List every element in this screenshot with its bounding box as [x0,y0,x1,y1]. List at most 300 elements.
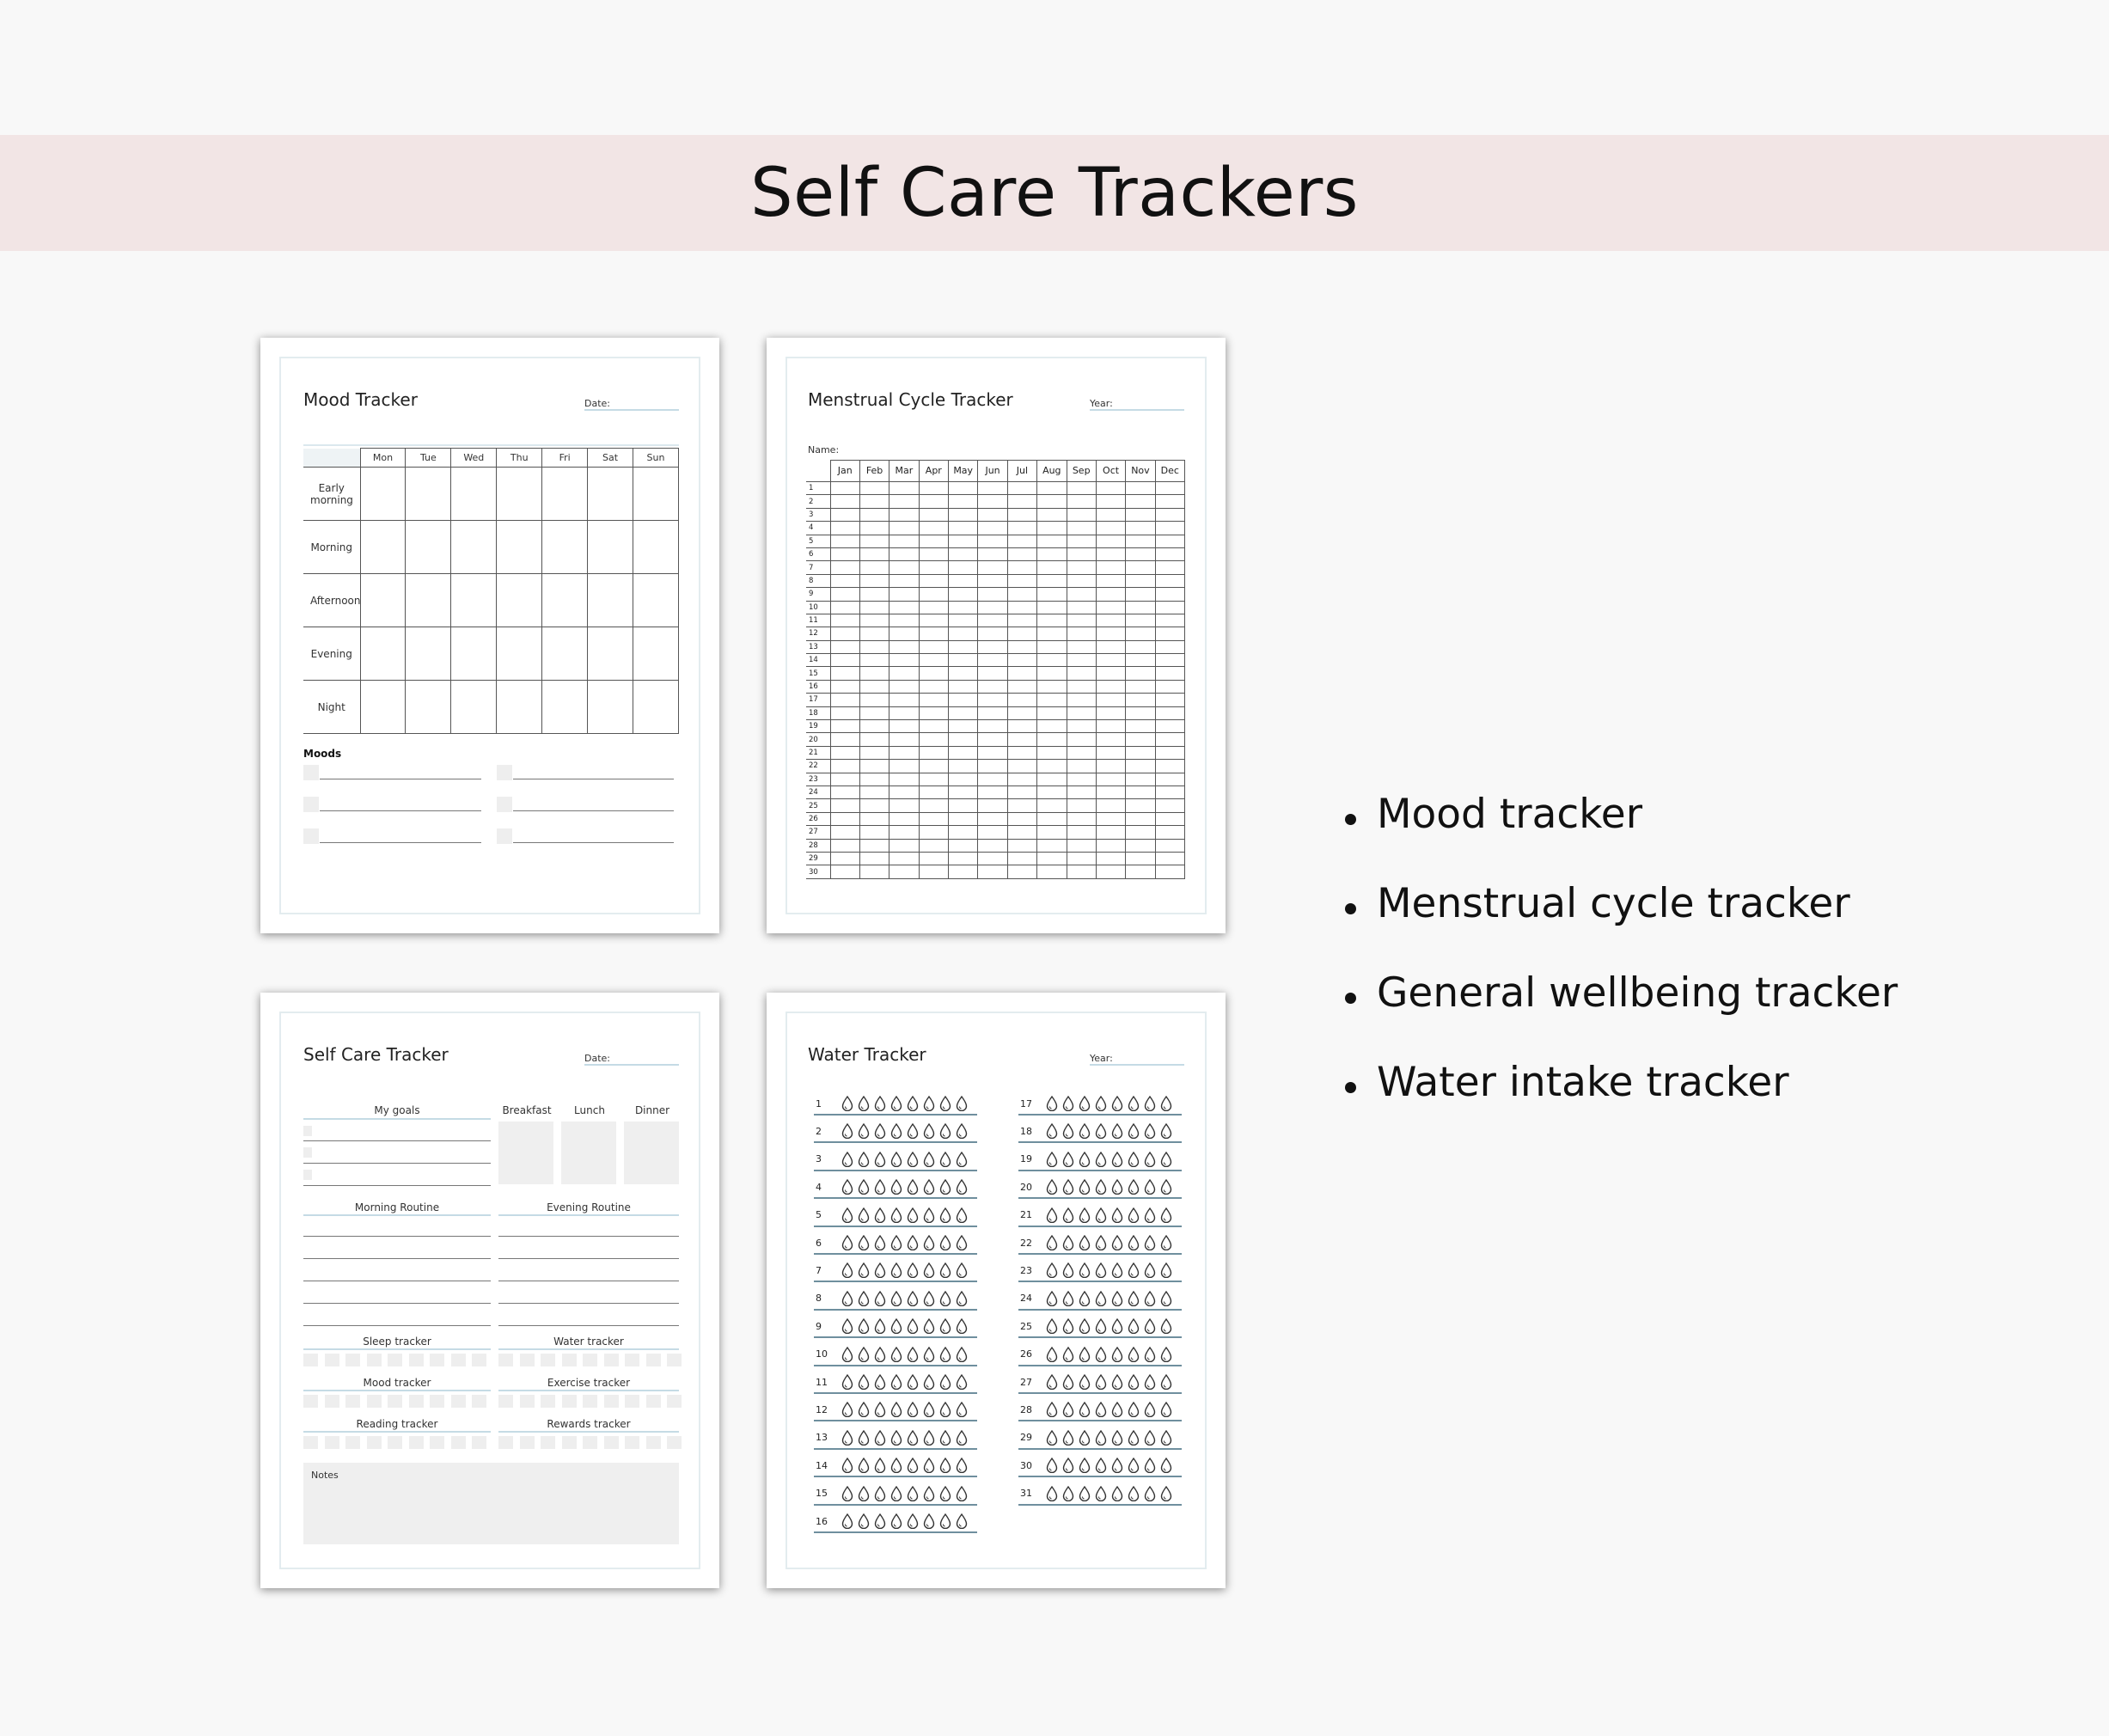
water-drop-icon[interactable] [1128,1262,1140,1278]
water-drop-icon[interactable] [858,1347,870,1362]
cycle-cell[interactable] [859,588,889,601]
water-drop-icon[interactable] [874,1096,886,1111]
cycle-cell[interactable] [949,547,978,560]
cycle-cell[interactable] [978,706,1007,719]
cycle-cell[interactable] [1126,852,1155,865]
tracker-square[interactable] [498,1395,513,1408]
cycle-cell[interactable] [1067,522,1096,535]
cycle-cell[interactable] [1096,706,1125,719]
mood-cell[interactable] [542,468,588,521]
cycle-cell[interactable] [830,773,859,785]
water-drop-icon[interactable] [907,1123,919,1139]
cycle-cell[interactable] [1126,680,1155,693]
water-drop-icon[interactable] [1128,1458,1140,1473]
mood-cell[interactable] [406,574,451,627]
cycle-cell[interactable] [1155,839,1184,852]
tracker-square[interactable] [451,1354,466,1366]
water-drop-icon[interactable] [1111,1347,1123,1362]
tracker-square[interactable] [520,1436,535,1449]
cycle-cell[interactable] [1067,561,1096,574]
water-drop-icon[interactable] [1062,1262,1074,1278]
water-drop-icon[interactable] [956,1486,968,1501]
water-drop-icon[interactable] [1046,1096,1058,1111]
water-drop-icon[interactable] [1046,1123,1058,1139]
cycle-cell[interactable] [1155,522,1184,535]
cycle-cell[interactable] [1126,865,1155,878]
mood-cell[interactable] [451,468,497,521]
water-drop-icon[interactable] [1160,1123,1172,1139]
cycle-cell[interactable] [1037,574,1067,587]
water-drop-icon[interactable] [874,1318,886,1334]
cycle-cell[interactable] [859,627,889,640]
cycle-cell[interactable] [830,839,859,852]
cycle-cell[interactable] [1067,826,1096,839]
cycle-cell[interactable] [949,667,978,680]
mood-cell[interactable] [633,574,679,627]
cycle-cell[interactable] [1126,547,1155,560]
cycle-cell[interactable] [1155,865,1184,878]
cycle-cell[interactable] [1155,852,1184,865]
cycle-cell[interactable] [1155,654,1184,667]
mood-cell[interactable] [633,681,679,734]
cycle-cell[interactable] [919,694,948,706]
cycle-cell[interactable] [859,760,889,773]
water-drop-icon[interactable] [956,1262,968,1278]
cycle-cell[interactable] [978,614,1007,627]
water-drop-icon[interactable] [923,1430,935,1446]
water-drop-icon[interactable] [1160,1430,1172,1446]
water-drop-icon[interactable] [907,1152,919,1167]
water-drop-icon[interactable] [874,1458,886,1473]
water-drop-icon[interactable] [956,1291,968,1306]
cycle-cell[interactable] [1096,614,1125,627]
tracker-square[interactable] [451,1436,466,1449]
cycle-cell[interactable] [1155,706,1184,719]
water-drop-icon[interactable] [939,1374,951,1390]
mood-color-swatch[interactable] [303,828,319,844]
tracker-square[interactable] [646,1395,661,1408]
water-drop-icon[interactable] [874,1235,886,1250]
water-drop-icon[interactable] [1046,1235,1058,1250]
cycle-cell[interactable] [949,812,978,825]
cycle-cell[interactable] [1037,601,1067,614]
cycle-cell[interactable] [1126,694,1155,706]
cycle-cell[interactable] [1067,547,1096,560]
mood-color-swatch[interactable] [497,797,512,812]
tracker-square[interactable] [345,1354,360,1366]
water-drop-icon[interactable] [1095,1374,1107,1390]
cycle-cell[interactable] [830,746,859,759]
cycle-cell[interactable] [1096,694,1125,706]
water-drop-icon[interactable] [939,1318,951,1334]
water-drop-icon[interactable] [1046,1347,1058,1362]
water-drop-icon[interactable] [841,1347,853,1362]
water-drop-icon[interactable] [1128,1347,1140,1362]
water-drop-icon[interactable] [1160,1096,1172,1111]
water-drop-icon[interactable] [1046,1430,1058,1446]
water-drop-icon[interactable] [907,1207,919,1223]
tracker-square[interactable] [667,1436,682,1449]
cycle-cell[interactable] [1067,746,1096,759]
cycle-cell[interactable] [830,640,859,653]
water-drop-icon[interactable] [1095,1347,1107,1362]
water-drop-icon[interactable] [956,1318,968,1334]
cycle-cell[interactable] [859,561,889,574]
cycle-cell[interactable] [949,627,978,640]
cycle-cell[interactable] [889,522,919,535]
cycle-cell[interactable] [1037,614,1067,627]
water-drop-icon[interactable] [939,1152,951,1167]
cycle-cell[interactable] [889,654,919,667]
mood-cell[interactable] [451,681,497,734]
cycle-cell[interactable] [1155,614,1184,627]
water-drop-icon[interactable] [858,1318,870,1334]
water-drop-icon[interactable] [1095,1458,1107,1473]
cycle-cell[interactable] [1007,508,1036,521]
cycle-cell[interactable] [859,535,889,547]
cycle-cell[interactable] [978,495,1007,508]
tracker-square[interactable] [541,1436,555,1449]
tracker-square[interactable] [625,1436,639,1449]
cycle-cell[interactable] [1007,706,1036,719]
tracker-square[interactable] [325,1395,339,1408]
water-drop-icon[interactable] [1128,1207,1140,1223]
cycle-cell[interactable] [889,495,919,508]
tracker-square[interactable] [409,1395,424,1408]
water-drop-icon[interactable] [1128,1123,1140,1139]
cycle-cell[interactable] [1037,760,1067,773]
water-drop-icon[interactable] [1079,1179,1091,1195]
cycle-cell[interactable] [949,535,978,547]
cycle-cell[interactable] [1126,588,1155,601]
cycle-cell[interactable] [949,733,978,746]
water-drop-icon[interactable] [1144,1096,1156,1111]
cycle-cell[interactable] [978,733,1007,746]
water-drop-icon[interactable] [1062,1291,1074,1306]
water-drop-icon[interactable] [1046,1179,1058,1195]
water-drop-icon[interactable] [874,1513,886,1529]
water-drop-icon[interactable] [874,1291,886,1306]
cycle-cell[interactable] [1096,522,1125,535]
water-drop-icon[interactable] [939,1291,951,1306]
cycle-cell[interactable] [1037,495,1067,508]
water-drop-icon[interactable] [1095,1123,1107,1139]
water-drop-icon[interactable] [1095,1402,1107,1417]
water-drop-icon[interactable] [907,1347,919,1362]
water-drop-icon[interactable] [939,1123,951,1139]
cycle-cell[interactable] [1037,547,1067,560]
water-drop-icon[interactable] [1079,1486,1091,1501]
water-drop-icon[interactable] [907,1096,919,1111]
cycle-cell[interactable] [1037,694,1067,706]
water-drop-icon[interactable] [923,1235,935,1250]
cycle-cell[interactable] [1155,760,1184,773]
water-drop-icon[interactable] [890,1430,902,1446]
water-drop-icon[interactable] [874,1179,886,1195]
cycle-cell[interactable] [889,588,919,601]
water-drop-icon[interactable] [907,1262,919,1278]
cycle-cell[interactable] [889,627,919,640]
cycle-cell[interactable] [1067,839,1096,852]
water-drop-icon[interactable] [1062,1458,1074,1473]
water-drop-icon[interactable] [923,1179,935,1195]
cycle-cell[interactable] [1096,667,1125,680]
water-drop-icon[interactable] [841,1096,853,1111]
cycle-cell[interactable] [1155,812,1184,825]
cycle-cell[interactable] [1155,746,1184,759]
cycle-cell[interactable] [978,760,1007,773]
water-drop-icon[interactable] [841,1318,853,1334]
cycle-cell[interactable] [1037,785,1067,798]
water-drop-icon[interactable] [1111,1430,1123,1446]
water-drop-icon[interactable] [907,1402,919,1417]
cycle-cell[interactable] [859,667,889,680]
tracker-square[interactable] [541,1395,555,1408]
cycle-cell[interactable] [1155,482,1184,495]
water-drop-icon[interactable] [1062,1179,1074,1195]
tracker-square[interactable] [520,1395,535,1408]
cycle-cell[interactable] [1126,667,1155,680]
cycle-cell[interactable] [1096,495,1125,508]
tracker-square[interactable] [562,1354,577,1366]
water-drop-icon[interactable] [890,1179,902,1195]
cycle-cell[interactable] [919,495,948,508]
tracker-square[interactable] [583,1436,597,1449]
water-drop-icon[interactable] [841,1207,853,1223]
cycle-cell[interactable] [830,522,859,535]
water-drop-icon[interactable] [907,1486,919,1501]
water-drop-icon[interactable] [1079,1291,1091,1306]
water-drop-icon[interactable] [1144,1235,1156,1250]
water-drop-icon[interactable] [1095,1486,1107,1501]
cycle-cell[interactable] [859,654,889,667]
cycle-cell[interactable] [1155,588,1184,601]
cycle-cell[interactable] [859,785,889,798]
water-drop-icon[interactable] [907,1235,919,1250]
water-drop-icon[interactable] [858,1179,870,1195]
water-drop-icon[interactable] [939,1430,951,1446]
cycle-cell[interactable] [830,852,859,865]
cycle-cell[interactable] [919,535,948,547]
water-drop-icon[interactable] [841,1152,853,1167]
cycle-cell[interactable] [1126,495,1155,508]
cycle-cell[interactable] [859,799,889,812]
water-drop-icon[interactable] [890,1262,902,1278]
tracker-square[interactable] [409,1354,424,1366]
water-drop-icon[interactable] [1079,1096,1091,1111]
cycle-cell[interactable] [859,826,889,839]
cycle-cell[interactable] [889,720,919,733]
water-drop-icon[interactable] [956,1513,968,1529]
cycle-cell[interactable] [1007,547,1036,560]
cycle-cell[interactable] [830,733,859,746]
cycle-cell[interactable] [889,733,919,746]
cycle-cell[interactable] [919,654,948,667]
tracker-square[interactable] [498,1354,513,1366]
tracker-square[interactable] [430,1436,444,1449]
cycle-cell[interactable] [1096,508,1125,521]
tracker-square[interactable] [345,1395,360,1408]
tracker-square[interactable] [604,1436,619,1449]
water-drop-icon[interactable] [1062,1347,1074,1362]
water-drop-icon[interactable] [923,1347,935,1362]
cycle-cell[interactable] [830,627,859,640]
water-drop-icon[interactable] [1144,1291,1156,1306]
cycle-cell[interactable] [1007,535,1036,547]
mood-color-swatch[interactable] [497,765,512,780]
cycle-cell[interactable] [1007,773,1036,785]
water-drop-icon[interactable] [956,1235,968,1250]
cycle-cell[interactable] [830,826,859,839]
mood-cell[interactable] [451,521,497,574]
water-drop-icon[interactable] [841,1402,853,1417]
water-drop-icon[interactable] [939,1513,951,1529]
cycle-cell[interactable] [1037,588,1067,601]
cycle-cell[interactable] [919,627,948,640]
tracker-square[interactable] [430,1354,444,1366]
water-drop-icon[interactable] [923,1458,935,1473]
mood-color-swatch[interactable] [303,797,319,812]
cycle-cell[interactable] [1096,680,1125,693]
water-drop-icon[interactable] [858,1430,870,1446]
water-drop-icon[interactable] [923,1318,935,1334]
cycle-cell[interactable] [919,614,948,627]
cycle-cell[interactable] [1126,785,1155,798]
cycle-cell[interactable] [1037,773,1067,785]
cycle-cell[interactable] [1096,482,1125,495]
cycle-cell[interactable] [978,667,1007,680]
tracker-square[interactable] [325,1436,339,1449]
mood-cell[interactable] [542,681,588,734]
cycle-cell[interactable] [1096,574,1125,587]
cycle-cell[interactable] [859,865,889,878]
cycle-cell[interactable] [919,746,948,759]
cycle-cell[interactable] [1067,852,1096,865]
cycle-cell[interactable] [1037,799,1067,812]
mood-cell[interactable] [406,627,451,681]
cycle-cell[interactable] [919,852,948,865]
tracker-square[interactable] [667,1395,682,1408]
cycle-cell[interactable] [1096,799,1125,812]
water-drop-icon[interactable] [1144,1430,1156,1446]
water-drop-icon[interactable] [1079,1152,1091,1167]
cycle-cell[interactable] [949,746,978,759]
water-drop-icon[interactable] [1062,1430,1074,1446]
water-drop-icon[interactable] [890,1235,902,1250]
cycle-cell[interactable] [919,680,948,693]
cycle-cell[interactable] [830,799,859,812]
cycle-cell[interactable] [1155,601,1184,614]
tracker-square[interactable] [303,1436,318,1449]
water-drop-icon[interactable] [1128,1430,1140,1446]
cycle-cell[interactable] [889,826,919,839]
mood-cell[interactable] [406,468,451,521]
cycle-cell[interactable] [1007,865,1036,878]
tracker-square[interactable] [562,1436,577,1449]
cycle-cell[interactable] [1067,588,1096,601]
cycle-cell[interactable] [830,508,859,521]
cycle-cell[interactable] [1067,574,1096,587]
mood-cell[interactable] [588,521,633,574]
cycle-cell[interactable] [919,785,948,798]
cycle-cell[interactable] [949,785,978,798]
cycle-cell[interactable] [919,839,948,852]
water-drop-icon[interactable] [890,1096,902,1111]
cycle-cell[interactable] [919,561,948,574]
mood-cell[interactable] [497,681,542,734]
mood-color-swatch[interactable] [497,828,512,844]
cycle-cell[interactable] [830,614,859,627]
water-drop-icon[interactable] [841,1291,853,1306]
water-drop-icon[interactable] [1079,1374,1091,1390]
cycle-cell[interactable] [889,667,919,680]
water-drop-icon[interactable] [874,1486,886,1501]
cycle-cell[interactable] [978,588,1007,601]
cycle-cell[interactable] [830,588,859,601]
cycle-cell[interactable] [949,522,978,535]
cycle-cell[interactable] [859,706,889,719]
cycle-cell[interactable] [1037,627,1067,640]
cycle-cell[interactable] [1037,654,1067,667]
cycle-cell[interactable] [1037,839,1067,852]
cycle-cell[interactable] [1126,627,1155,640]
cycle-cell[interactable] [889,574,919,587]
cycle-cell[interactable] [889,746,919,759]
mood-cell[interactable] [497,521,542,574]
water-drop-icon[interactable] [890,1374,902,1390]
cycle-cell[interactable] [1126,812,1155,825]
water-drop-icon[interactable] [1160,1235,1172,1250]
tracker-square[interactable] [520,1354,535,1366]
mood-cell[interactable] [588,627,633,681]
mood-cell[interactable] [542,574,588,627]
cycle-cell[interactable] [830,785,859,798]
water-drop-icon[interactable] [939,1207,951,1223]
cycle-cell[interactable] [1067,667,1096,680]
water-drop-icon[interactable] [1144,1318,1156,1334]
water-drop-icon[interactable] [956,1179,968,1195]
cycle-cell[interactable] [1155,694,1184,706]
cycle-cell[interactable] [919,760,948,773]
cycle-cell[interactable] [1037,733,1067,746]
cycle-cell[interactable] [859,680,889,693]
water-drop-icon[interactable] [1144,1179,1156,1195]
cycle-cell[interactable] [1067,799,1096,812]
tracker-square[interactable] [583,1395,597,1408]
water-drop-icon[interactable] [907,1318,919,1334]
water-drop-icon[interactable] [939,1179,951,1195]
cycle-cell[interactable] [1007,839,1036,852]
cycle-cell[interactable] [830,694,859,706]
cycle-cell[interactable] [889,760,919,773]
cycle-cell[interactable] [919,667,948,680]
water-drop-icon[interactable] [858,1096,870,1111]
tracker-square[interactable] [367,1354,382,1366]
cycle-cell[interactable] [1067,601,1096,614]
water-drop-icon[interactable] [1046,1374,1058,1390]
water-drop-icon[interactable] [1160,1179,1172,1195]
cycle-cell[interactable] [889,773,919,785]
cycle-cell[interactable] [830,654,859,667]
water-drop-icon[interactable] [1144,1458,1156,1473]
cycle-cell[interactable] [919,706,948,719]
cycle-cell[interactable] [859,601,889,614]
tracker-square[interactable] [667,1354,682,1366]
cycle-cell[interactable] [1155,773,1184,785]
water-drop-icon[interactable] [923,1152,935,1167]
cycle-cell[interactable] [859,720,889,733]
cycle-cell[interactable] [919,574,948,587]
